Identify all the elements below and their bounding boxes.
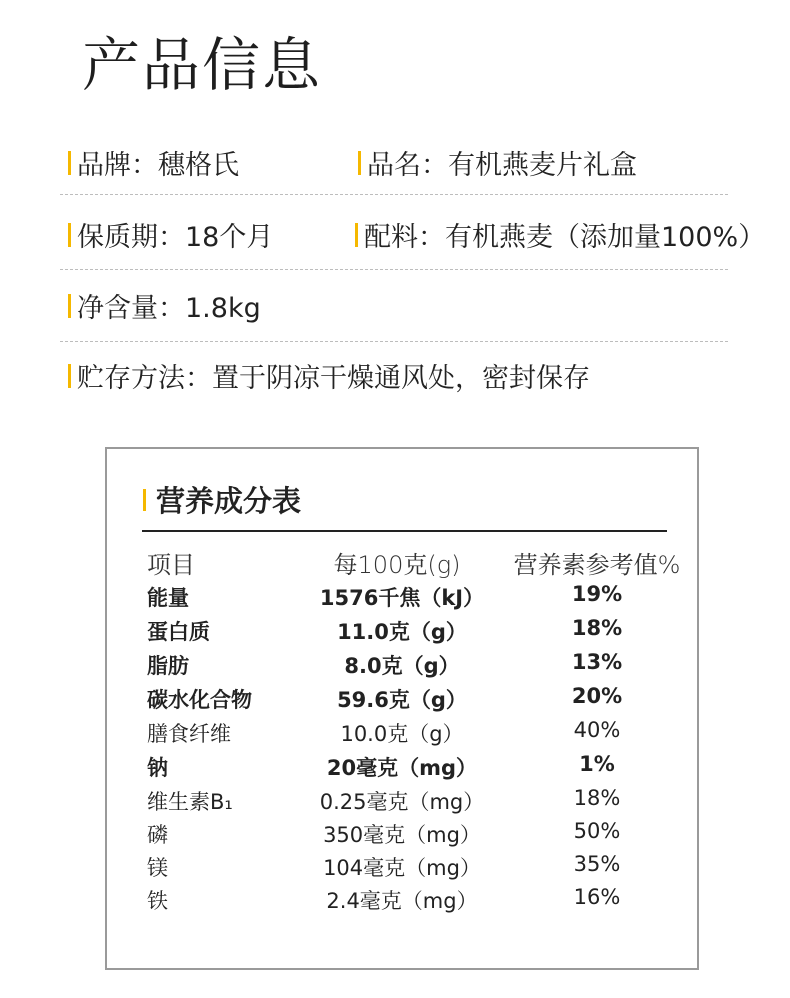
nutrient-amount: 8.0克（g） (344, 654, 460, 678)
accent-bar (358, 151, 361, 175)
accent-bar (68, 151, 71, 175)
nutrient-amount: 20毫克（mg） (326, 756, 478, 780)
nutrient-nrv: 13% (571, 650, 623, 674)
nutrient-amount: 11.0克（g） (337, 620, 467, 644)
product-name-text: 品名：有机燕麦片礼盒 (367, 150, 637, 181)
nutrition-table-header (143, 479, 301, 520)
column-header-nrv: 营养素参考值% (513, 551, 681, 579)
nutrient-name: 维生素B₁ (147, 790, 233, 814)
brand-text: 品牌：穗格氏 (77, 150, 239, 181)
table-row (107, 718, 701, 748)
info-brand (68, 143, 239, 182)
table-row (107, 852, 701, 882)
page-title: 产品信息 (82, 31, 323, 99)
info-net-weight (68, 286, 261, 325)
nutrient-name: 镁 (147, 856, 168, 880)
nutrient-nrv: 40% (573, 718, 621, 742)
shelf-life-text: 保质期：18个月 (77, 222, 274, 253)
nutrient-nrv: 18% (571, 616, 623, 640)
nutrient-nrv: 35% (573, 852, 621, 876)
nutrient-amount: 350毫克（mg） (323, 823, 481, 847)
nutrient-nrv: 18% (573, 786, 621, 810)
nutrient-amount: 104毫克（mg） (323, 856, 481, 880)
nutrient-amount: 10.0克（g） (340, 722, 464, 746)
nutrient-nrv: 20% (571, 684, 623, 708)
nutrition-table-title: 营养成分表 (156, 484, 302, 518)
info-row-2 (0, 215, 790, 255)
nutrient-name: 脂肪 (147, 654, 189, 678)
nutrient-amount: 0.25毫克（mg） (319, 790, 485, 814)
nutrient-name: 碳水化合物 (147, 688, 252, 712)
accent-bar (68, 223, 71, 247)
nutrient-name: 磷 (147, 823, 168, 847)
nutrient-nrv: 19% (571, 582, 623, 606)
column-header-per100g: 每100克(g) (333, 551, 461, 579)
nutrient-name: 蛋白质 (147, 620, 210, 644)
column-header-item: 项目 (147, 551, 195, 579)
info-row-1 (0, 143, 790, 183)
nutrient-name: 铁 (147, 889, 168, 913)
accent-bar (68, 364, 71, 388)
ingredients-text: 配料：有机燕麦（添加量100%） (364, 222, 766, 253)
table-header-row (107, 545, 701, 579)
info-ingredients (355, 215, 765, 254)
table-row (107, 752, 701, 782)
accent-bar (68, 294, 71, 318)
dashed-divider (60, 341, 728, 342)
table-row (107, 819, 701, 849)
table-row (107, 582, 701, 612)
nutrient-name: 钠 (147, 756, 168, 780)
nutrient-nrv: 50% (573, 819, 621, 843)
storage-text: 贮存方法：置于阴凉干燥通风处，密封保存 (77, 363, 590, 394)
table-row (107, 885, 701, 915)
nutrient-amount: 2.4毫克（mg） (326, 889, 478, 913)
nutrient-nrv: 1% (579, 752, 615, 776)
net-weight-text: 净含量：1.8kg (77, 293, 261, 324)
nutrient-nrv: 16% (573, 885, 621, 909)
dashed-divider (60, 269, 728, 270)
nutrient-amount: 59.6克（g） (337, 688, 467, 712)
info-product-name (358, 143, 637, 182)
nutrient-name: 膳食纤维 (147, 722, 231, 746)
nutrient-amount: 1576千焦（kJ） (319, 586, 485, 610)
info-row-3 (0, 286, 790, 326)
accent-bar (355, 223, 358, 247)
table-row (107, 650, 701, 680)
info-row-4 (0, 356, 790, 396)
table-row (107, 616, 701, 646)
info-shelf-life (68, 215, 273, 254)
table-row (107, 786, 701, 816)
dashed-divider (60, 194, 728, 195)
nutrition-table-card (105, 447, 699, 970)
header-rule (142, 530, 667, 532)
info-storage (68, 356, 590, 395)
accent-bar (143, 489, 146, 511)
table-row (107, 684, 701, 714)
nutrient-name: 能量 (147, 586, 189, 610)
